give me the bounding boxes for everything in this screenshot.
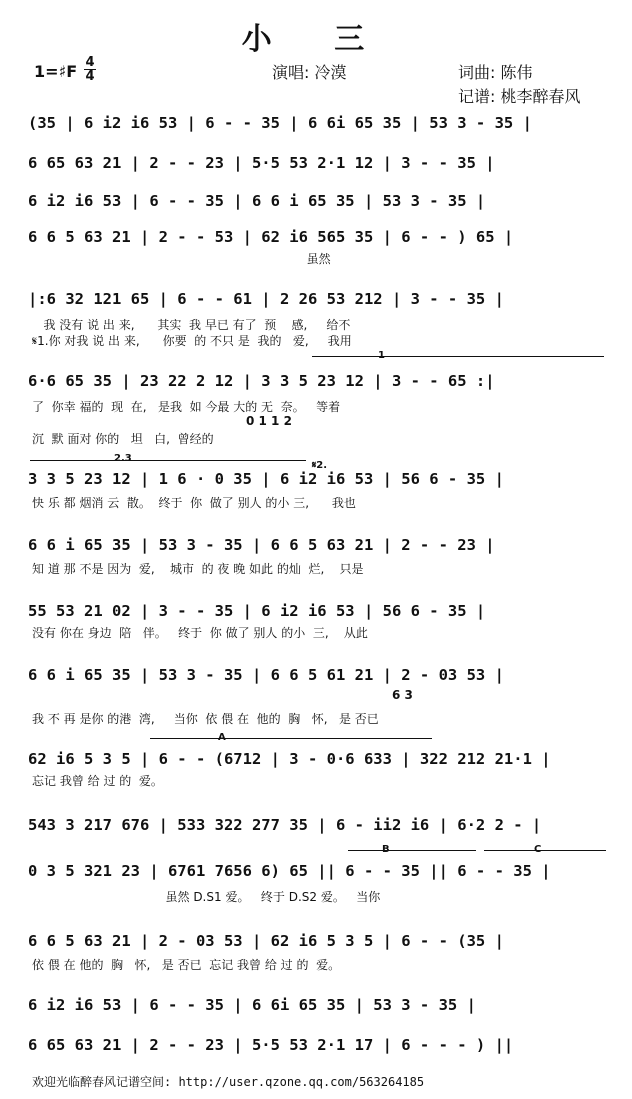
score-line-8: 6 6 i 65 35 | 53 3 - 35 | 6 6 5 63 21 | 2 - - 23 |	[28, 536, 495, 554]
score-line-15: 6 i2 i6 53 | 6 - - 35 | 6 6i 65 35 | 53 3 - 35 |	[28, 996, 476, 1014]
score-line-3: 6 i2 i6 53 | 6 - - 35 | 6 6 i 65 35 | 53 3 - 35 |	[28, 192, 486, 210]
lyric-line-14: 依 偎 在 他的 胸 怀, 是 否已 忘记 我曾 给 过 的 爱。	[32, 958, 341, 972]
lyric-line-5b: 𝄋1.你 对我 说 出 来, 你要 的 不只 是 我的 爱, 我用	[32, 334, 352, 348]
score-line-13: 0 3 5 321 23 | 6761 7656 6) 65 || 6 - - 35 || 6 - - 35 |	[28, 862, 551, 880]
segno-2-mark: 𝄋2.	[312, 460, 328, 471]
volta-23-label: 2.3	[114, 453, 132, 464]
lyric-line-7: 快 乐 都 烟消 云 散。 终于 你 做了 别人 的小 三, 我也	[32, 496, 356, 510]
score-line-11: 62 i6 5 3 5 | 6 - - (6712 | 3 - 0·6 633 | 322 212 21·1 |	[28, 750, 551, 768]
key-signature: 1=♯F	[34, 62, 78, 81]
recorder-credit: 记谱: 桃李醉春风	[458, 87, 581, 106]
meter-top: 4	[85, 55, 95, 70]
score-line-5: |:6 32 121 65 | 6 - - 61 | 2 26 53 212 | 3 - - 35 |	[28, 290, 504, 308]
lyric-line-5a: 我 没有 说 出 来, 其实 我 早已 有了 预 感, 给不	[32, 318, 351, 332]
singer-credit: 演唱: 冷漠	[272, 63, 347, 82]
box-c-label: C	[534, 844, 542, 855]
score-line-10: 6 6 i 65 35 | 53 3 - 35 | 6 6 5 61 21 | 2 - 03 53 |	[28, 666, 504, 684]
lyric-line-8: 知 道 那 不是 因为 爱, 城市 的 夜 晚 如此 的灿 烂, 只是	[32, 562, 364, 576]
box-a-label: A	[218, 732, 226, 743]
score-line-16: 6 65 63 21 | 2 - - 23 | 5·5 53 2·1 17 | 6 - - - ) ||	[28, 1036, 514, 1054]
score-line-12: 543 3 217 676 | 533 322 277 35 | 6 - ii2 i6 | 6·2 2 - |	[28, 816, 542, 834]
lyric-line-13: 虽然 D.S1 爱。 终于 D.S2 爱。 当你	[32, 890, 381, 904]
box-c-bracket	[484, 850, 606, 851]
score-line-4: 6 6 5 63 21 | 2 - - 53 | 62 i6 565 35 | 6 - - ) 65 |	[28, 228, 514, 246]
box-a-bracket	[150, 738, 432, 739]
lyric-line-9: 没有 你在 身边 陪 伴。 终于 你 做了 别人 的小 三, 从此	[32, 626, 368, 640]
volta-1-bracket	[312, 356, 604, 357]
lyric-line-10: 我 不 再 是你 的港 湾, 当你 依 偎 在 他的 胸 怀, 是 否已	[32, 712, 379, 726]
box-b-label: B	[382, 844, 390, 855]
score-line-7: 3 3 5 23 12 | 1 6 · 0 35 | 6 i2 i6 53 | 56 6 - 35 |	[28, 470, 504, 488]
time-signature	[84, 56, 96, 83]
score-line-14: 6 6 5 63 21 | 2 - 03 53 | 62 i6 5 3 5 | 6 - - (35 |	[28, 932, 504, 950]
lyric-line-11: 忘记 我曾 给 过 的 爱。	[32, 774, 163, 788]
song-title: 小 三	[241, 22, 391, 57]
score-line-6: 6·6 65 35 | 23 22 2 12 | 3 3 5 23 12 | 3 - - 65 :|	[28, 372, 495, 390]
composer-credit: 词曲: 陈伟	[458, 63, 533, 82]
lyric-line-6b: 沉 默 面对 你的 坦 白, 曾经的	[32, 432, 214, 446]
footer-credit: 欢迎光临醉春风记谱空间: http://user.qzone.qq.com/563264185	[32, 1075, 425, 1089]
volta-1-label: 1	[378, 350, 385, 361]
small-notes-63: 6 3	[392, 688, 413, 702]
score-line-2: 6 65 63 21 | 2 - - 23 | 5·5 53 2·1 12 | 3 - - 35 |	[28, 154, 495, 172]
score-line-1: (35 | 6 i2 i6 53 | 6 - - 35 | 6 6i 65 35 | 53 3 - 35 |	[28, 114, 532, 132]
meter-bottom: 4	[85, 69, 95, 84]
lyric-line-6a: 了 你幸 福的 现 在, 是我 如 今最 大的 无 奈。 等着	[32, 400, 341, 414]
box-b-bracket	[348, 850, 476, 851]
volta-23-bracket	[30, 460, 306, 461]
score-line-9: 55 53 21 02 | 3 - - 35 | 6 i2 i6 53 | 56 6 - 35 |	[28, 602, 486, 620]
lyric-line-4: 虽然	[32, 252, 331, 266]
small-notes-0112: 0 1 1 2	[246, 414, 292, 428]
